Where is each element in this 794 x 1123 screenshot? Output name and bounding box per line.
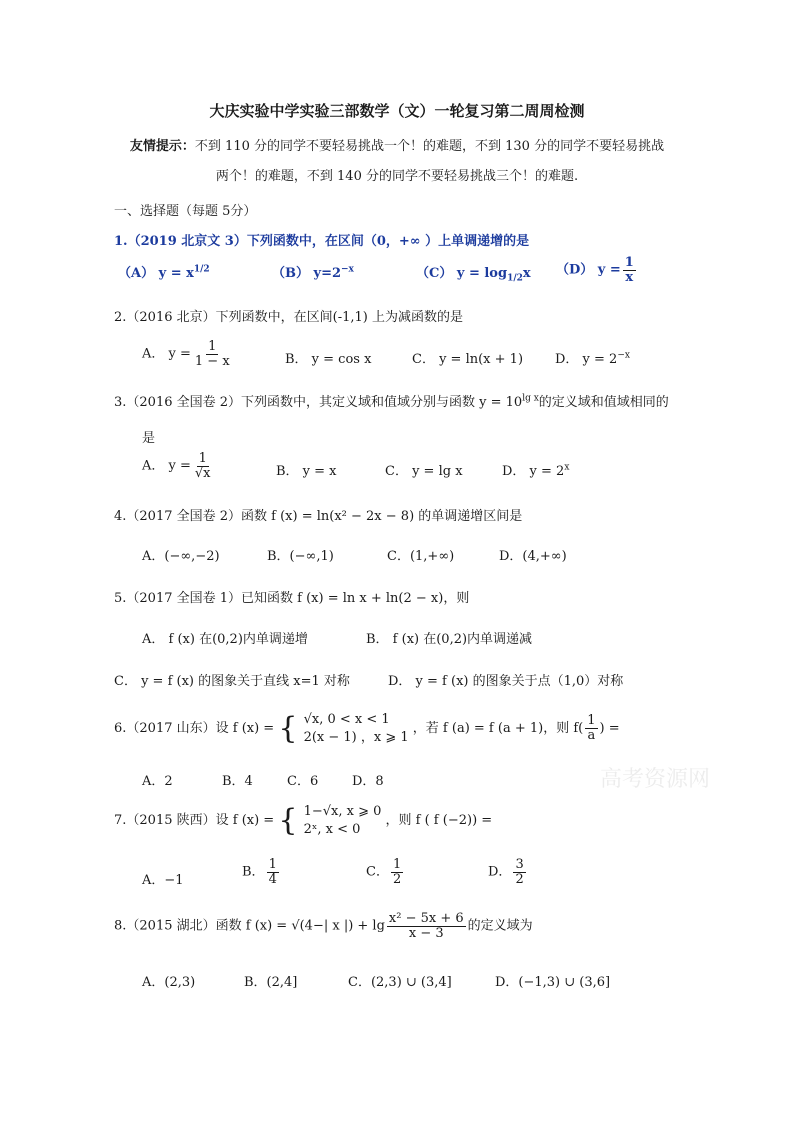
- q1-option-a: [118, 262, 210, 281]
- q1-option-a-text: （A） y = x: [118, 266, 194, 281]
- q1-option-d-text: （D） y =: [556, 262, 621, 278]
- q3-stem-tail: 的定义域和值域相同的: [538, 395, 669, 410]
- q7-case-1: 1−√x, x ⩾ 0: [303, 804, 382, 819]
- q7-option-d: [488, 858, 528, 886]
- q1-option-a-exp: 1/2: [193, 264, 210, 275]
- q7-option-b-num: 1: [268, 857, 277, 872]
- q4-option-a: A．(−∞,−2): [142, 549, 220, 564]
- q8-option-a: A．(2,3): [142, 975, 196, 990]
- q2-option-a: [142, 340, 234, 368]
- q7-cases: [304, 803, 382, 838]
- q7-option-c-num: 1: [392, 857, 402, 872]
- q2-option-a-num: 1: [208, 339, 217, 354]
- q1-option-c-base: 1/2: [507, 273, 523, 284]
- question-4-stem: 4.（2017 全国卷 2）函数 f (x) = ln(x² − 2x − 8) 的单调递增区间是: [114, 509, 523, 524]
- q3-stem-text: 3.（2016 全国卷 2）下列函数中，其定义域和值域分别与函数 y = 10: [114, 395, 523, 410]
- q7-stem-end: ，则 f ( f (−2)) =: [385, 813, 493, 829]
- q7-case-2: 2ˣ, x < 0: [303, 821, 361, 837]
- q7-option-d-text: D．: [488, 864, 512, 880]
- q8-option-d: D．(−1,3) ∪ (3,6]: [495, 975, 611, 990]
- q3-option-a-num: 1: [198, 451, 207, 466]
- q2-option-a-text: A． y =: [142, 346, 191, 362]
- q7-brace: {: [278, 802, 298, 838]
- question-2-stem: 2.（2016 北京）下列函数中，在区间(-1,1) 上为减函数的是: [114, 310, 463, 325]
- tip-line-2: 两个！的难题，不到 140 分的同学不要轻易挑战三个！的难题.: [215, 169, 579, 184]
- q3-option-d-exp: x: [564, 462, 570, 473]
- q2-option-b: B． y = cos x: [285, 352, 372, 367]
- q7-option-c: [366, 858, 405, 886]
- q5-option-c: C． y = f (x) 的图象关于直线 x=1 对称: [114, 674, 350, 689]
- q2-option-d: [555, 348, 630, 367]
- section-heading: 一、选择题（每题 5分）: [114, 204, 257, 219]
- tip-line-1: [0, 135, 794, 154]
- q7-option-c-text: C．: [366, 864, 389, 880]
- q3-stem-exp: lg x: [522, 393, 539, 404]
- page-title: 大庆实验中学实验三部数学（文）一轮复习第二周周检测: [209, 102, 585, 120]
- tip-text-1: 不到 110 分的同学不要轻易挑战一个！的难题，不到 130 分的同学不要轻易挑战: [194, 139, 665, 154]
- q1-option-b: [272, 262, 354, 281]
- question-7-stem: [114, 803, 492, 838]
- q6-frac-num: 1: [587, 713, 596, 729]
- q1-option-c: [416, 262, 531, 284]
- q6-stem-mid: ，若 f (a) = f (a + 1)，则 f(: [412, 721, 584, 737]
- q4-option-d: D．(4,+∞): [499, 549, 567, 564]
- q1-option-c-text: （C） y = log: [416, 266, 508, 281]
- q8-option-c: C．(2,3) ∪ (3,4]: [348, 975, 452, 990]
- watermark: 高考资源网: [600, 767, 711, 792]
- q7-stem-pre: 7.（2015 陕西）设 f (x) =: [114, 813, 275, 829]
- q3-option-a-den: √x: [194, 465, 211, 481]
- q1-option-d-den: x: [625, 269, 634, 285]
- q8-stem-end: 的定义域为: [467, 918, 533, 934]
- q6-cases: [304, 711, 409, 746]
- q6-case-2: 2(x − 1) ，x ⩾ 1: [303, 729, 409, 745]
- q8-stem-pre: 8.（2015 湖北）函数 f (x) = √(4−| x |) + lg: [114, 918, 385, 934]
- question-8-stem: [114, 912, 533, 940]
- q3-option-b: B． y = x: [276, 464, 337, 479]
- q5-option-a: A． f (x) 在(0,2)内单调递增: [142, 632, 308, 647]
- q2-option-d-text: D． y = 2: [555, 352, 618, 367]
- q8-option-b: B．(2,4]: [244, 975, 298, 990]
- q5-option-b: B． f (x) 在(0,2)内单调递减: [366, 632, 533, 647]
- q7-option-b-den: 4: [268, 871, 277, 887]
- q7-option-a: A．−1: [142, 873, 184, 888]
- q2-option-a-den: 1 − x: [194, 353, 230, 369]
- q7-option-d-num: 3: [515, 857, 524, 872]
- tip-label: 友情提示：: [129, 139, 195, 154]
- q6-case-1: √x, 0 < x < 1: [303, 712, 390, 727]
- q1-option-d-num: 1: [624, 255, 634, 270]
- q6-option-b: B．4: [222, 774, 253, 789]
- question-3-stem: [114, 391, 669, 410]
- q6-frac-den: a: [587, 728, 596, 744]
- q6-stem-end: ) =: [599, 721, 620, 737]
- question-6-stem: [114, 711, 620, 746]
- q7-option-d-den: 2: [515, 871, 524, 887]
- question-3-stem-cont: 是: [142, 431, 156, 446]
- q3-option-a-text: A． y =: [142, 458, 191, 474]
- q3-option-a: [142, 452, 215, 480]
- q8-frac-den: x − 3: [408, 925, 444, 941]
- q2-option-c: C． y = ln(x + 1): [412, 352, 524, 367]
- q4-option-c: C．(1,+∞): [387, 549, 455, 564]
- q8-frac-num: x² − 5x + 6: [388, 911, 464, 926]
- q7-option-b-text: B．: [242, 864, 265, 880]
- q6-option-a: A．2: [142, 774, 173, 789]
- question-5-stem: 5.（2017 全国卷 1）已知函数 f (x) = ln x + ln(2 − x)，则: [114, 591, 470, 606]
- q6-option-c: C．6: [287, 774, 319, 789]
- q1-option-c-tail: x: [522, 266, 531, 281]
- q5-option-d: D． y = f (x) 的图象关于点（1,0）对称: [388, 674, 624, 689]
- q1-option-b-exp: −x: [341, 264, 354, 275]
- q6-stem-pre: 6.（2017 山东）设 f (x) =: [114, 721, 275, 737]
- q7-option-c-den: 2: [392, 871, 402, 887]
- q4-option-b: B．(−∞,1): [267, 549, 334, 564]
- question-1-stem: 1.（2019 北京文 3）下列函数中，在区间（0，+∞ ）上单调递增的是: [114, 234, 530, 249]
- q3-option-d: [502, 460, 569, 479]
- q6-brace: {: [278, 710, 298, 746]
- q1-option-d: [556, 256, 638, 284]
- q2-option-d-exp: −x: [617, 350, 630, 361]
- q3-option-d-text: D． y = 2: [502, 464, 565, 479]
- q3-option-c: C． y = lg x: [385, 464, 463, 479]
- q6-option-d: D．8: [352, 774, 384, 789]
- q1-option-b-text: （B） y=2: [272, 266, 342, 281]
- q7-option-b: [242, 858, 281, 886]
